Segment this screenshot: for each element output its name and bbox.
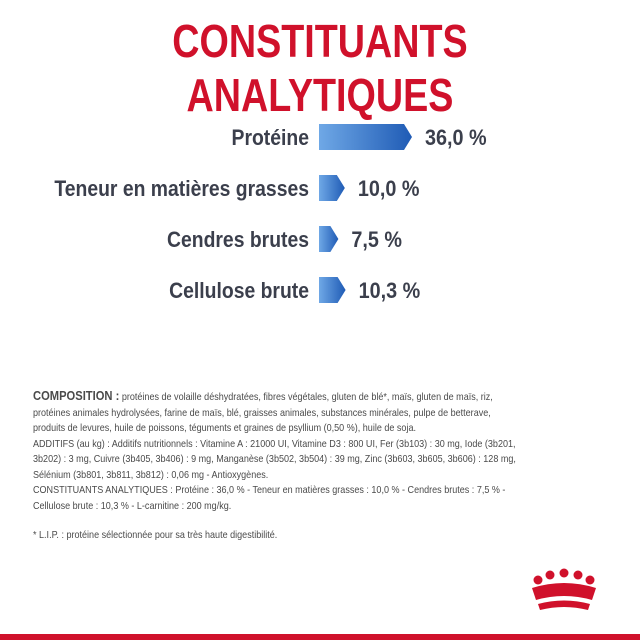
- additives-line-3: Sélénium (3b801, 3b811, 3b812) : 0,06 mg - Antioxygènes.: [33, 468, 269, 481]
- category-label: Cellulose brute: [169, 278, 309, 304]
- composition-text: protéines de volaille déshydratées, fibres végétales, gluten de blé*, maïs, gluten de maïs, riz,: [121, 391, 493, 403]
- royal-canin-crown-logo-icon: [526, 566, 606, 616]
- additives-line-1: ADDITIFS (au kg) : Additifs nutritionnels : Vitamine A : 21000 UI, Vitamine D3 : 800 UI, Fer (3b103) : 30 mg, Iode (3b201,: [33, 437, 516, 450]
- bottom-brand-bar: [0, 634, 640, 640]
- bar-0: [319, 124, 412, 150]
- category-label: Protéine: [231, 125, 309, 151]
- additives-line-2: 3b202) : 3 mg, Cuivre (3b405, 3b406) : 9 mg, Manganèse (3b502, 3b504) : 39 mg, Zinc (3b603, 3b605, 3b606) : 128 mg,: [33, 453, 516, 465]
- value-label: 36,0 %: [425, 126, 487, 151]
- analytics-line-2: Cellulose brute : 10,3 % - L-carnitine : 200 mg/kg.: [33, 499, 232, 512]
- value-label: 7,5 %: [351, 228, 402, 253]
- value-label: 10,3 %: [358, 279, 421, 304]
- page-title: CONSTITUANTS ANALYTIQUES: [172, 15, 468, 121]
- composition-line-1: protéines animales hydrolysées, farine de maïs, blé, graisses animales, substances minérales, pulpe de betterave,: [33, 406, 491, 419]
- value-label: 10,0 %: [357, 177, 420, 202]
- bar-1: [319, 175, 345, 201]
- category-label: Teneur en matières grasses: [54, 176, 309, 202]
- bar-2: [319, 226, 338, 252]
- composition-block: [33, 388, 613, 544]
- composition-line-0: [33, 388, 532, 406]
- nutrient-bar-chart: [0, 110, 640, 330]
- composition-heading: COMPOSITION :: [33, 388, 120, 403]
- analytics-line-1: CONSTITUANTS ANALYTIQUES : Protéine : 36,0 % - Teneur en matières grasses : 10,0 % - Cendres brutes : 7,5 % -: [33, 484, 506, 496]
- category-label: Cendres brutes: [167, 227, 309, 253]
- footnote: * L.I.P. : protéine sélectionnée pour sa très haute digestibilité.: [33, 529, 278, 541]
- composition-line-2: produits de levures, huile de poissons, téguments et graines de psyllium (0,50 %), huile de soja.: [33, 422, 416, 434]
- bar-3: [319, 277, 346, 303]
